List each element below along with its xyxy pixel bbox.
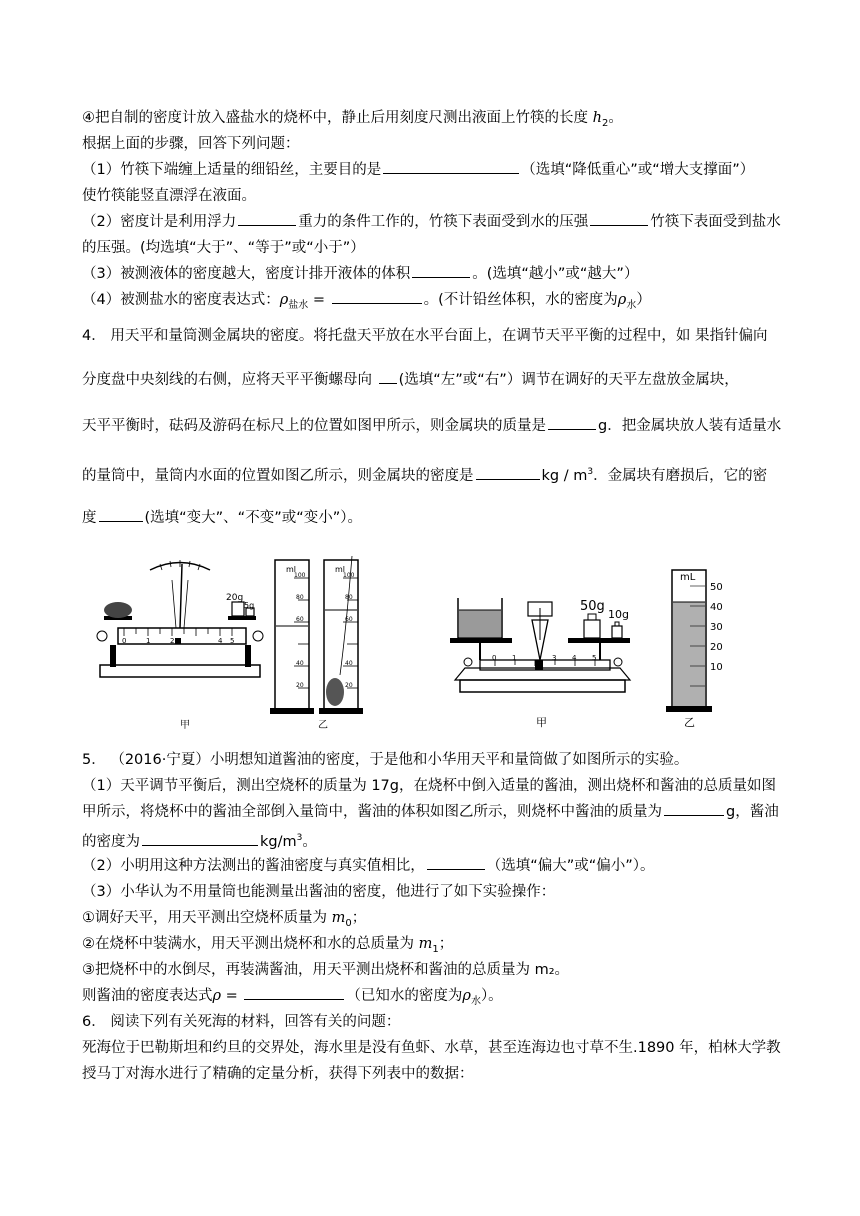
scale-num: 0 [122, 637, 127, 645]
scale-num: 1 [512, 654, 517, 662]
answer-blank[interactable] [379, 382, 397, 384]
tick-label: 100 [343, 572, 355, 579]
p6-line3: 授马丁对海水进行了精确的定量分析，获得下列表中的数据： [82, 1066, 474, 1082]
p3-intro: 根据上面的步骤，回答下列问题： [82, 136, 300, 152]
tick-label: 40 [296, 660, 304, 667]
tick-label: 100 [294, 572, 306, 579]
answer-blank[interactable] [548, 428, 596, 430]
tick-label: 40 [345, 660, 353, 667]
weight-label: 5g [244, 601, 255, 610]
tick-label: 30 [710, 622, 723, 633]
p5-line5: （2）小明用这种方法测出的酱油密度与真实值相比， （选填“偏大”或“偏小”）。 [82, 858, 655, 874]
answer-blank[interactable] [244, 998, 344, 1000]
p4-line5: 度 (选填“变大”、“不变”或“变小”）。 [82, 510, 362, 526]
p4-line4: 的量筒中，量筒内水面的位置如图乙所示，则金属块的密度是 kg / $m^3$．金属块有磨损后，它的密 [82, 467, 768, 484]
tick-label: 20 [710, 642, 723, 653]
weight-label: 10g [608, 608, 629, 621]
cylinder-unit: ml [286, 565, 297, 574]
p5-line2: （1）天平调节平衡后，测出空烧杯的质量为 17g，在烧杯中倒入适量的酱油，测出烧杯和酱油的总质量如图 [82, 778, 776, 794]
weight-label: 20g [226, 593, 244, 603]
tick-label: 80 [296, 594, 304, 601]
p3-q1-cont: 使竹筷能竖直漂浮在液面。 [82, 188, 256, 204]
tick-label: 40 [710, 602, 723, 613]
answer-blank[interactable] [99, 520, 143, 522]
tick-label: 20 [345, 682, 353, 689]
p5-step3: ③把烧杯中的水倒尽，再装满酱油，用天平测出烧杯和酱油的总质量为 m₂。 [82, 962, 570, 978]
figure-left-balance [90, 550, 380, 730]
tick-label: 80 [345, 594, 353, 601]
tick-label: 20 [296, 682, 304, 689]
p3-step4: ④把自制的密度计放入盛盐水的烧杯中，静止后用刻度尺测出液面上竹筷的长度 $h_2$。 [82, 110, 623, 129]
answer-blank[interactable] [590, 224, 648, 226]
p5-step2: ②在烧杯中装满水，用天平测出烧杯和水的总质量为 $m_1$； [82, 936, 454, 955]
p5-step1: ①调好天平，用天平测出空烧杯质量为 $m_0$； [82, 910, 367, 929]
p5-line6: （3）小华认为不用量筒也能测量出酱油的密度，他进行了如下实验操作： [82, 884, 556, 900]
p5-line7: 则酱油的密度表达式ρ = （已知水的密度为$\rho_水$）。 [82, 988, 503, 1007]
caption-jia: 甲 [180, 720, 190, 730]
tick-label: 10 [710, 662, 723, 673]
p3-q2: （2）密度计是利用浮力 重力的条件工作的，竹筷下表面受到水的压强 竹筷下表面受到盐水 [82, 214, 781, 230]
answer-blank[interactable] [664, 814, 724, 816]
p5-line3: 甲所示，将烧杯中的酱油全部倒入量筒中，酱油的体积如图乙所示，则烧杯中酱油的质量为 g，酱油 [82, 804, 779, 820]
caption-yi: 乙 [684, 716, 695, 729]
cylinder-unit: ml [335, 565, 346, 574]
weight-label: 50g [580, 599, 605, 614]
scale-num: 2 [170, 637, 175, 645]
scale-num: 3 [552, 654, 557, 662]
p6-line1: 6． 阅读下列有关死海的材料，回答有关的问题： [82, 1014, 401, 1030]
scale-num: 1 [146, 637, 151, 645]
p4-line3: 天平平衡时，砝码及游码在标尺上的位置如图甲所示，则金属块的质量是 g．把金属块放人装有适量水 [82, 418, 782, 434]
p4-line1: 4． 用天平和量筒测金属块的密度。将托盘天平放在水平台面上，在调节天平平衡的过程中，如 果指针偏向 [82, 328, 768, 344]
p4-line2: 分度盘中央刻线的右侧，应将天平平衡螺母向 (选填“左”或“右”）调节在调好的天平左盘放金属块， [82, 372, 739, 388]
answer-blank[interactable] [332, 302, 422, 304]
answer-blank[interactable] [142, 844, 258, 846]
caption-yi: 乙 [318, 720, 328, 730]
tick-label: 50 [710, 582, 723, 593]
p5-line4: 的密度为 $kg/m^3$。 [82, 833, 317, 850]
answer-blank[interactable] [476, 478, 540, 480]
scale-num: 4 [572, 654, 577, 662]
p3-q2-cont: 的压强。(均选填“大于”、“等于”或“小于”） [82, 240, 365, 256]
p5-line1: 5． （2016·宁夏）小明想知道酱油的密度，于是他和小华用天平和量筒做了如图所示的实验。 [82, 752, 689, 768]
p3-q4: （4）被测盐水的密度表达式：$\rho_{盐水}$ = 。(不计铅丝体积，水的密度为$\rho_水$） [82, 292, 651, 311]
caption-jia: 甲 [536, 716, 547, 729]
answer-blank[interactable] [412, 276, 470, 278]
scale-num: 5 [230, 637, 235, 645]
answer-blank[interactable] [238, 224, 296, 226]
p6-line2: 死海位于巴勒斯坦和约旦的交界处，海水里是没有鱼虾、水草，甚至连海边也寸草不生.1890 年，柏林大学教 [82, 1040, 781, 1056]
cylinder-unit: mL [680, 572, 696, 583]
tick-label: 60 [345, 616, 353, 623]
answer-blank[interactable] [427, 868, 485, 870]
scale-num: 0 [492, 654, 497, 662]
answer-blank[interactable] [383, 172, 519, 174]
figure-right-balance [440, 560, 730, 730]
tick-label: 60 [296, 616, 304, 623]
scale-num: 5 [592, 654, 597, 662]
scale-num: 4 [218, 637, 223, 645]
p3-q1: （1）竹筷下端缠上适量的细铅丝，主要目的是 （选填“降低重心”或“增大支撑面”） [82, 162, 755, 178]
p3-q3: （3）被测液体的密度越大，密度计排开液体的体积 。(选填“越小”或“越大”） [82, 266, 639, 282]
